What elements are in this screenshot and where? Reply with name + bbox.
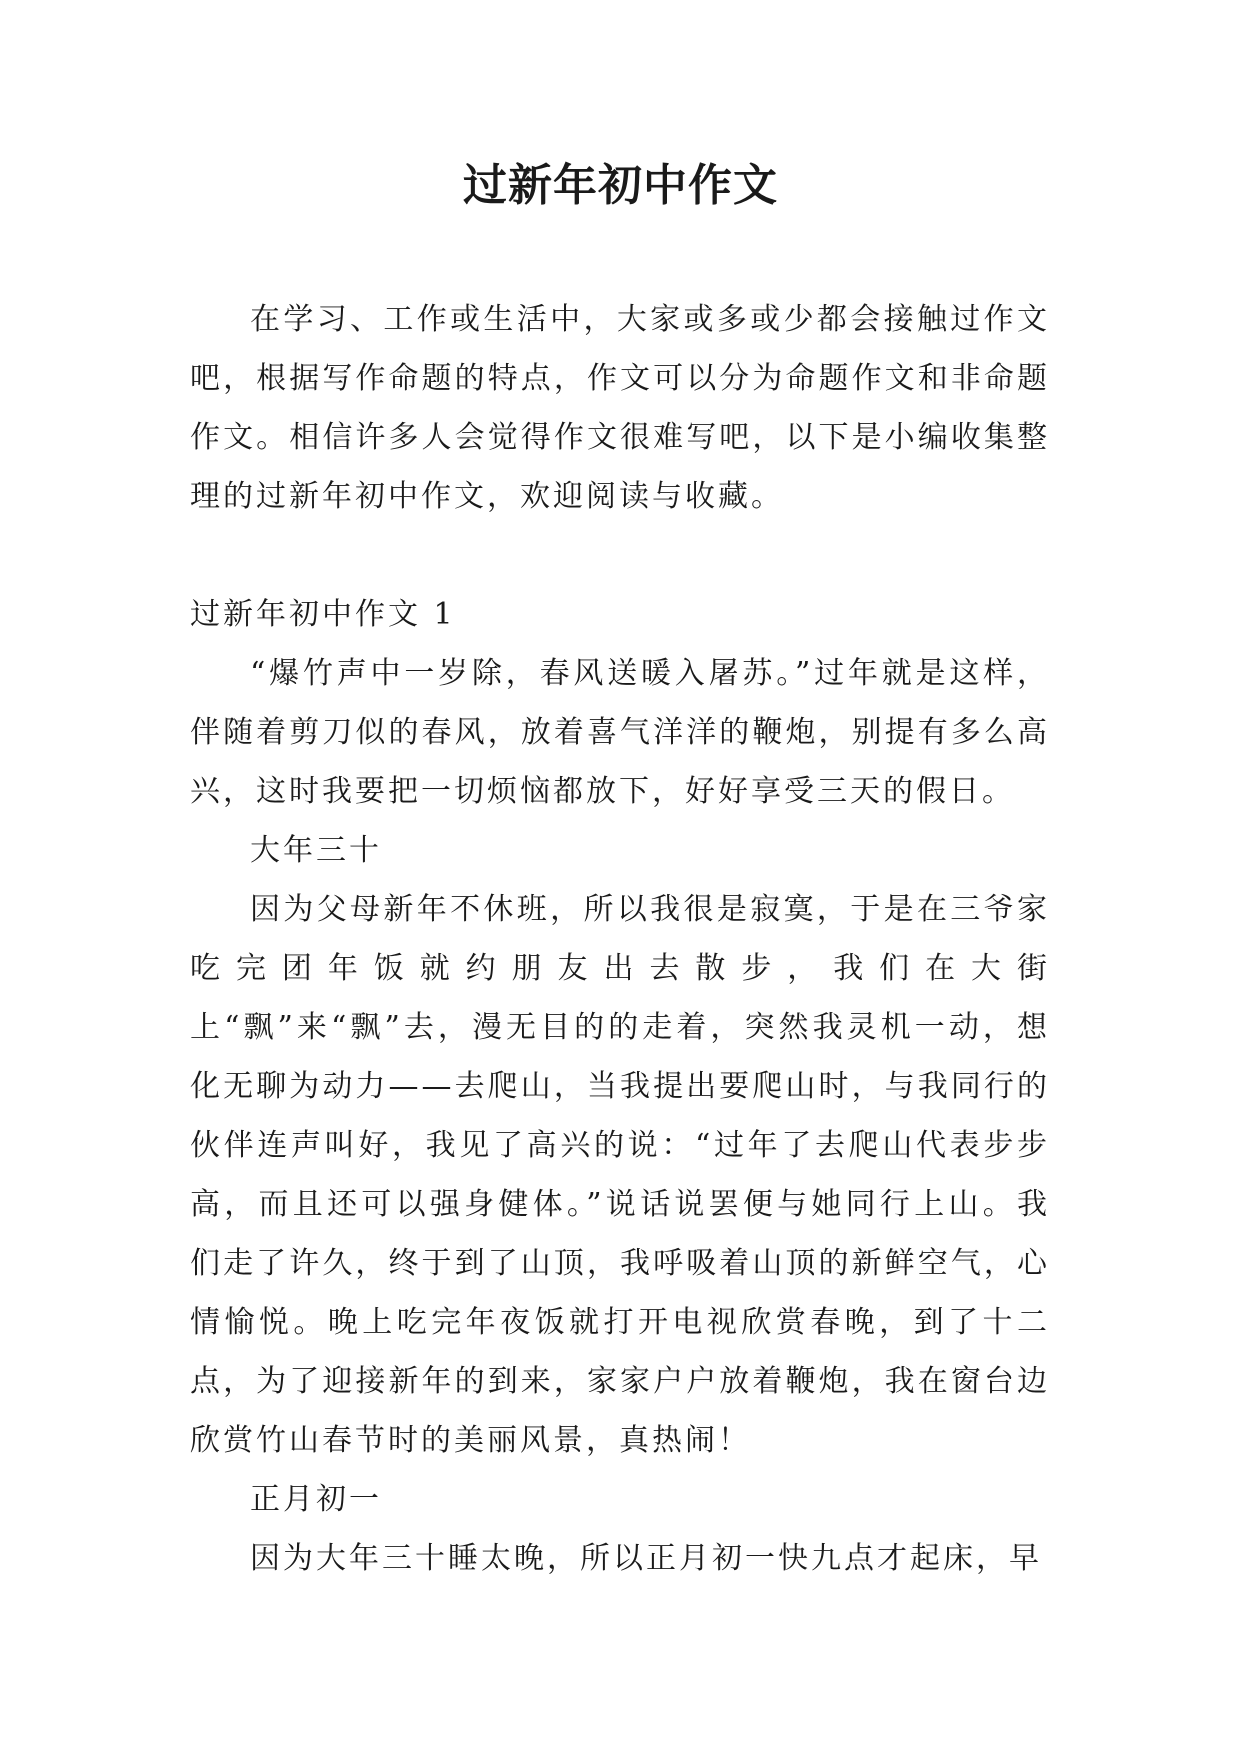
subheading-new-years-eve: 大年三十 bbox=[250, 833, 382, 868]
body-paragraph-2: 因为父母新年不休班，所以我很是寂寞，于是在三爷家吃完团年饭就约朋友出去散步，我们在大街上“飘”来“飘”去，漫无目的的走着，突然我灵机一动，想化无聊为动力——去爬山，当我提出要爬山时，与我同行的伙伴连声叫好，我见了高兴的说：“过年了去爬山代表步步高，而且还可以强身健体。”说话说罢便与她同行上山。我们走了许久，终于到了山顶，我呼吸着山顶的新鲜空气，心情愉悦。晚上吃完年夜饭就打开电视欣赏春晚，到了十二点，为了迎接新年的到来，家家户户放着鞭炮，我在窗台边欣赏竹山春节时的美丽风景，真热闹！ bbox=[190, 892, 1050, 1458]
intro-paragraph: 在学习、工作或生活中，大家或多或少都会接触过作文吧，根据写作命题的特点，作文可以分为命题作文和非命题作文。相信许多人会觉得作文很难写吧，以下是小编收集整理的过新年初中作文，欢迎阅读与收藏。 bbox=[190, 302, 1050, 514]
subheading-first-day: 正月初一 bbox=[250, 1482, 382, 1517]
body-paragraph-3: 因为大年三十睡太晚，所以正月初一快九点才起床，早 bbox=[250, 1541, 1042, 1576]
document-body bbox=[190, 290, 1050, 1588]
paragraph-spacer bbox=[190, 526, 1050, 585]
document-title: 过新年初中作文 bbox=[463, 160, 778, 211]
section-heading: 过新年初中作文 1 bbox=[190, 597, 456, 632]
body-paragraph-1: “爆竹声中一岁除，春风送暖入屠苏。”过年就是这样，伴随着剪刀似的春风，放着喜气洋洋的鞭炮，别提有多么高兴，这时我要把一切烦恼都放下，好好享受三天的假日。 bbox=[190, 656, 1050, 809]
